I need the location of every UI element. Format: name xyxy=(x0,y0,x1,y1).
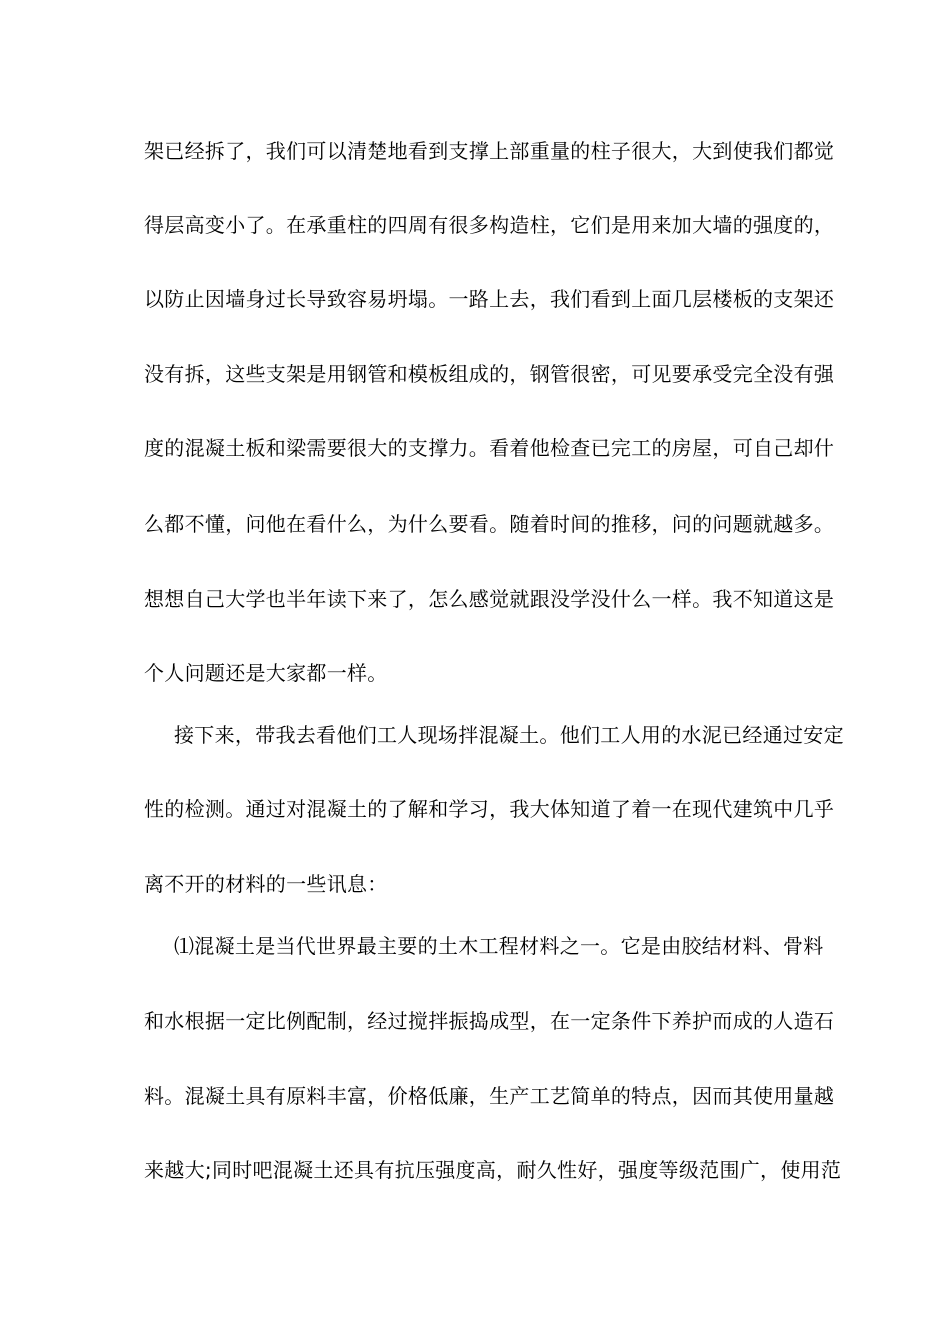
text-line-13: 和水根据一定比例配制，经过搅拌振捣成型，在一定条件下养护而成的人造石 xyxy=(144,1009,835,1033)
text-line-10: 性的检测。通过对混凝土的了解和学习，我大体知道了着一在现代建筑中几乎 xyxy=(144,797,835,821)
text-line-2: 得层高变小了。在承重柱的四周有很多构造柱，它们是用来加大墙的强度的， xyxy=(144,213,835,237)
text-line-5: 度的混凝土板和梁需要很大的支撑力。看着他检查已完工的房屋，可自己却什 xyxy=(144,436,835,460)
list-item-1-start-line: ⑴混凝土是当代世界最主要的土木工程材料之一。它是由胶结材料、骨料 xyxy=(174,934,824,958)
text-line-4: 没有拆，这些支架是用钢管和模板组成的，钢管很密，可见要承受完全没有强 xyxy=(144,362,835,386)
text-line-14: 料。混凝土具有原料丰富，价格低廉，生产工艺简单的特点，因而其使用量越 xyxy=(144,1084,835,1108)
text-line-6: 么都不懂，问他在看什么，为什么要看。随着时间的推移，问的问题就越多。 xyxy=(144,512,835,536)
paragraph-start-line: 接下来，带我去看他们工人现场拌混凝土。他们工人用的水泥已经通过安定 xyxy=(174,723,844,747)
text-line-3: 以防止因墙身过长导致容易坍塌。一路上去，我们看到上面几层楼板的支架还 xyxy=(144,287,835,311)
text-line-11: 离不开的材料的一些讯息： xyxy=(144,872,388,896)
text-line-15: 来越大;同时吧混凝土还具有抗压强度高，耐久性好，强度等级范围广，使用范 xyxy=(144,1158,842,1182)
text-line-7: 想想自己大学也半年读下来了，怎么感觉就跟没学没什么一样。我不知道这是 xyxy=(144,587,835,611)
text-line-8: 个人问题还是大家都一样。 xyxy=(144,661,388,685)
text-line-1: 架已经拆了，我们可以清楚地看到支撑上部重量的柱子很大，大到使我们都觉 xyxy=(144,139,835,163)
